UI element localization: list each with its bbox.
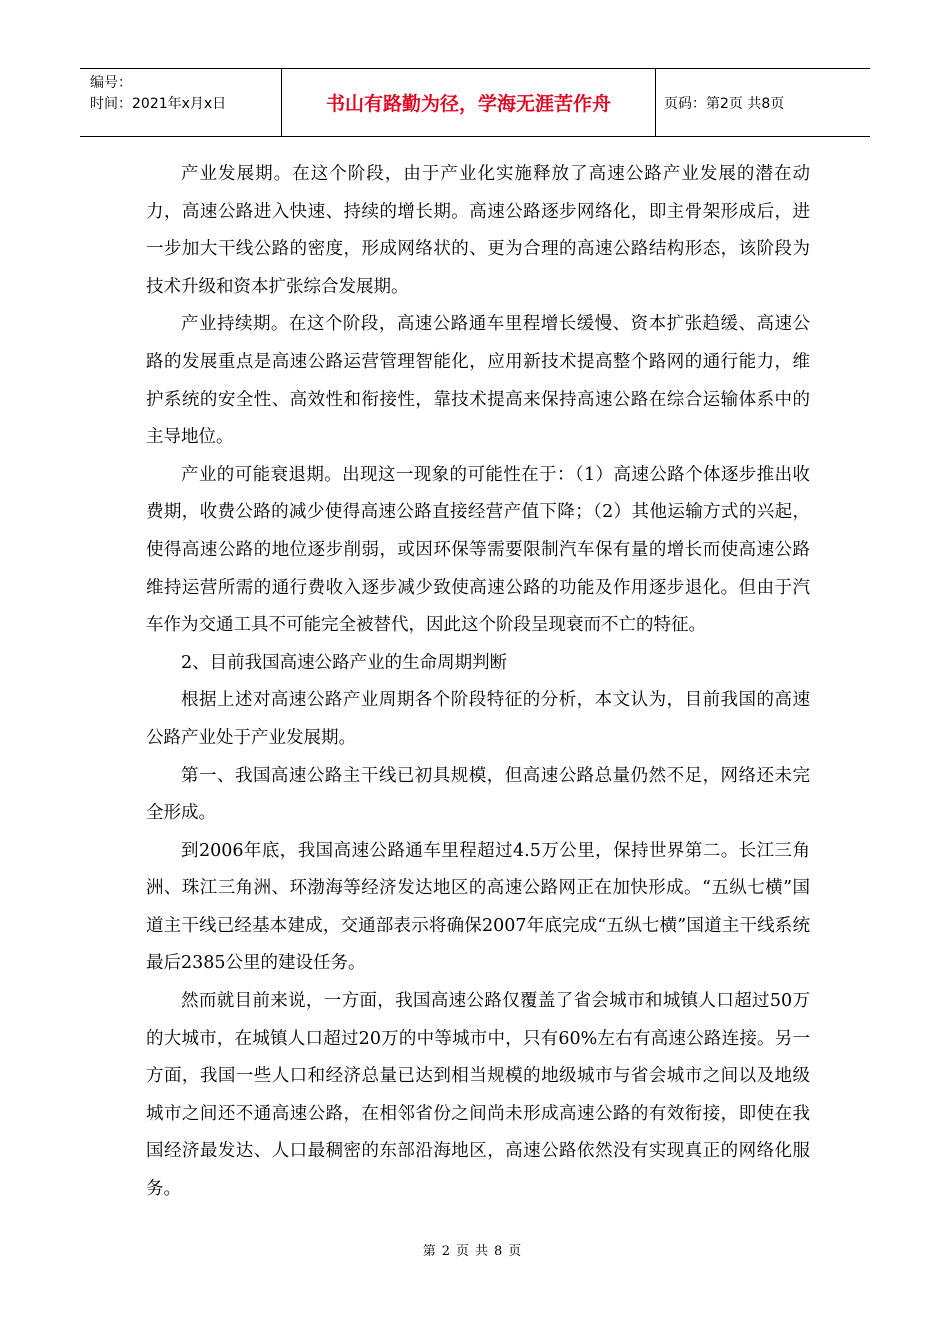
paragraph: 第一、我国高速公路主干线已初具规模，但高速公路总量仍然不足，网络还未完全形成。 (146, 765, 810, 824)
document-time-label: 时间：2021年x月x日 (90, 96, 227, 112)
header-page-info: 页码：第2页 共8页 (664, 95, 785, 112)
paragraph: 产业持续期。在这个阶段，高速公路通车里程增长缓慢、资本扩张趋缓、高速公路的发展重点是高速公路运营管理智能化，应用新技术提高整个路网的通行能力，维护系统的安全性、高效性和衔接性，靠技术提高来保持高速公路在综合运输体系中的主导地位。 (146, 314, 810, 448)
document-number-label: 编号： (90, 75, 132, 91)
paragraph: 然而就目前来说，一方面，我国高速公路仅覆盖了省会城市和城镇人口超过50万的大城市，在城镇人口超过20万的中等城市中，只有60%左右有高速公路连接。另一方面，我国一些人口和经济总量已达到相当规模的地级城市与省会城市之间以及地级城市之间还不通高速公路，在相邻省份之间尚未形成高速公路的有效衔接，即使在我国经济最发达、人口最稠密的东部沿海地区，高速公路依然没有实现真正的网络化服务。 (146, 991, 810, 1200)
page-footer: 第2页共8页 (422, 1244, 528, 1259)
header-meta-cell (80, 69, 282, 136)
paragraph: 到2006年底，我国高速公路通车里程超过4.5万公里，保持世界第二。长江三角洲、珠江三角洲、环渤海等经济发达地区的高速公路网正在加快形成。“五纵七横”国道主干线已经基本建成，交通部表示将确保2007年底完成“五纵七横”国道主干线系统最后2385公里的建设任务。 (146, 840, 810, 974)
page-header (80, 68, 870, 137)
section-heading: 2、目前我国高速公路产业的生命周期判断 (181, 652, 508, 673)
paragraph: 根据上述对高速公路产业周期各个阶段特征的分析，本文认为，目前我国的高速公路产业处于产业发展期。 (146, 690, 810, 748)
paragraph: 产业发展期。在这个阶段，由于产业化实施释放了高速公路产业发展的潜在动力，高速公路进入快速、持续的增长期。高速公路逐步网络化，即主骨架形成后，进一步加大干线公路的密度，形成网络状的、更为合理的高速公路结构形态，该阶段为技术升级和资本扩张综合发展期。 (146, 164, 810, 297)
header-motto: 书山有路勤为径，学海无涯苦作舟 (282, 69, 656, 136)
paragraph: 产业的可能衰退期。出现这一现象的可能性在于：（1）高速公路个体逐步推出收费期，收费公路的减少使得高速公路直接经营产值下降；（2）其他运输方式的兴起，使得高速公路的地位逐步削弱，或因环保等需要限制汽车保有量的增长而使高速公路维持运营所需的通行费收入逐步减少致使高速公路的功能及作用逐步退化。但由于汽车作为交通工具不可能完全被替代，因此这个阶段呈现衰而不亡的特征。 (146, 464, 810, 636)
document-body (146, 156, 810, 1209)
